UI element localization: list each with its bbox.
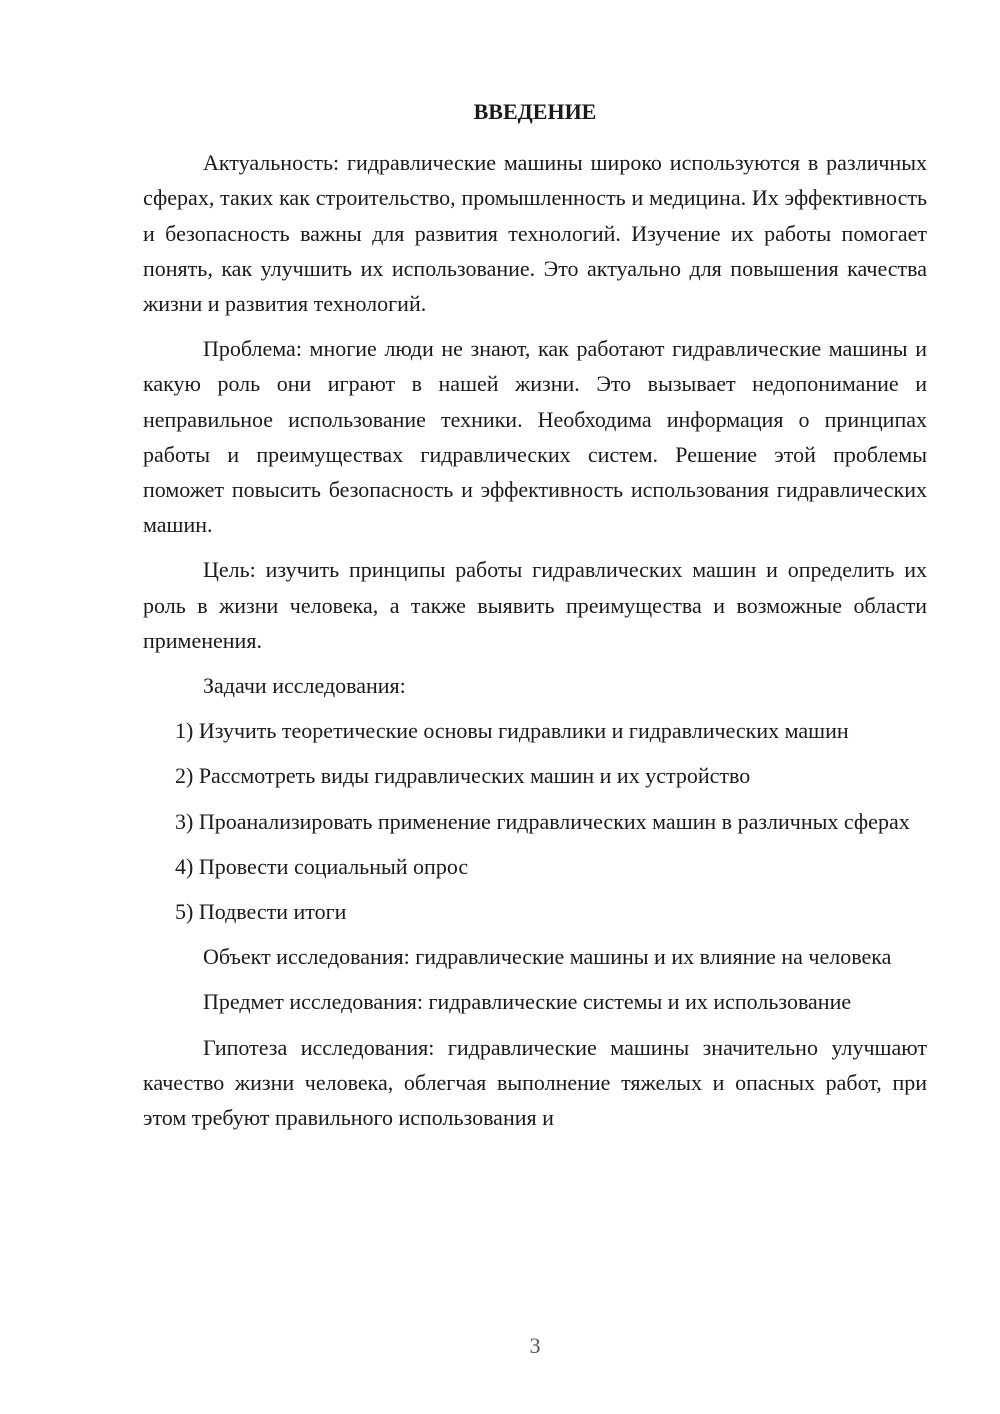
task-item-1: 1) Изучить теоретические основы гидравлики и гидравлических машин xyxy=(175,718,849,744)
problem-paragraph: Проблема: многие люди не знают, как работают гидравлические машины и какую роль они играют в нашей жизни. Это вызывает недопонимание и неправильное использование техники. Необходима информация о принципах работы и преимуществах гидравлических систем. Решение этой проблемы поможет повысить безопасность и эффективность использования гидравлических машин. xyxy=(143,336,927,538)
goal-paragraph: Цель: изучить принципы работы гидравлических машин и определить их роль в жизни человека, а также выявить преимущества и возможные области применения. xyxy=(143,557,927,653)
task-item-4: 4) Провести социальный опрос xyxy=(175,853,469,879)
task-item-5: 5) Подвести итоги xyxy=(175,899,347,925)
relevance-paragraph: Актуальность: гидравлические машины широко используются в различных сферах, таких как строительство, промышленность и медицина. Их эффективность и безопасность важны для развития технологий. Изучение их работы помогает понять, как улучшить их использование. Это актуально для повышения качества жизни и развития технологий. xyxy=(143,150,927,317)
object-paragraph: Объект исследования: гидравлические машины и их влияние на человека xyxy=(203,944,892,970)
page-title: ВВЕДЕНИЕ xyxy=(473,99,597,124)
subject-paragraph: Предмет исследования: гидравлические системы и их использование xyxy=(203,989,852,1015)
page-number: 3 xyxy=(529,1333,541,1358)
task-item-3: 3) Проанализировать применение гидравлических машин в различных сферах xyxy=(175,808,910,834)
task-item-2: 2) Рассмотреть виды гидравлических машин и их устройство xyxy=(175,763,751,789)
hypothesis-paragraph: Гипотеза исследования: гидравлические машины значительно улучшают качество жизни человека, облегчая выполнение тяжелых и опасных работ, при этом требуют правильного использования и xyxy=(143,1034,927,1131)
document-page xyxy=(143,94,927,1145)
tasks-heading: Задачи исследования: xyxy=(203,673,406,699)
